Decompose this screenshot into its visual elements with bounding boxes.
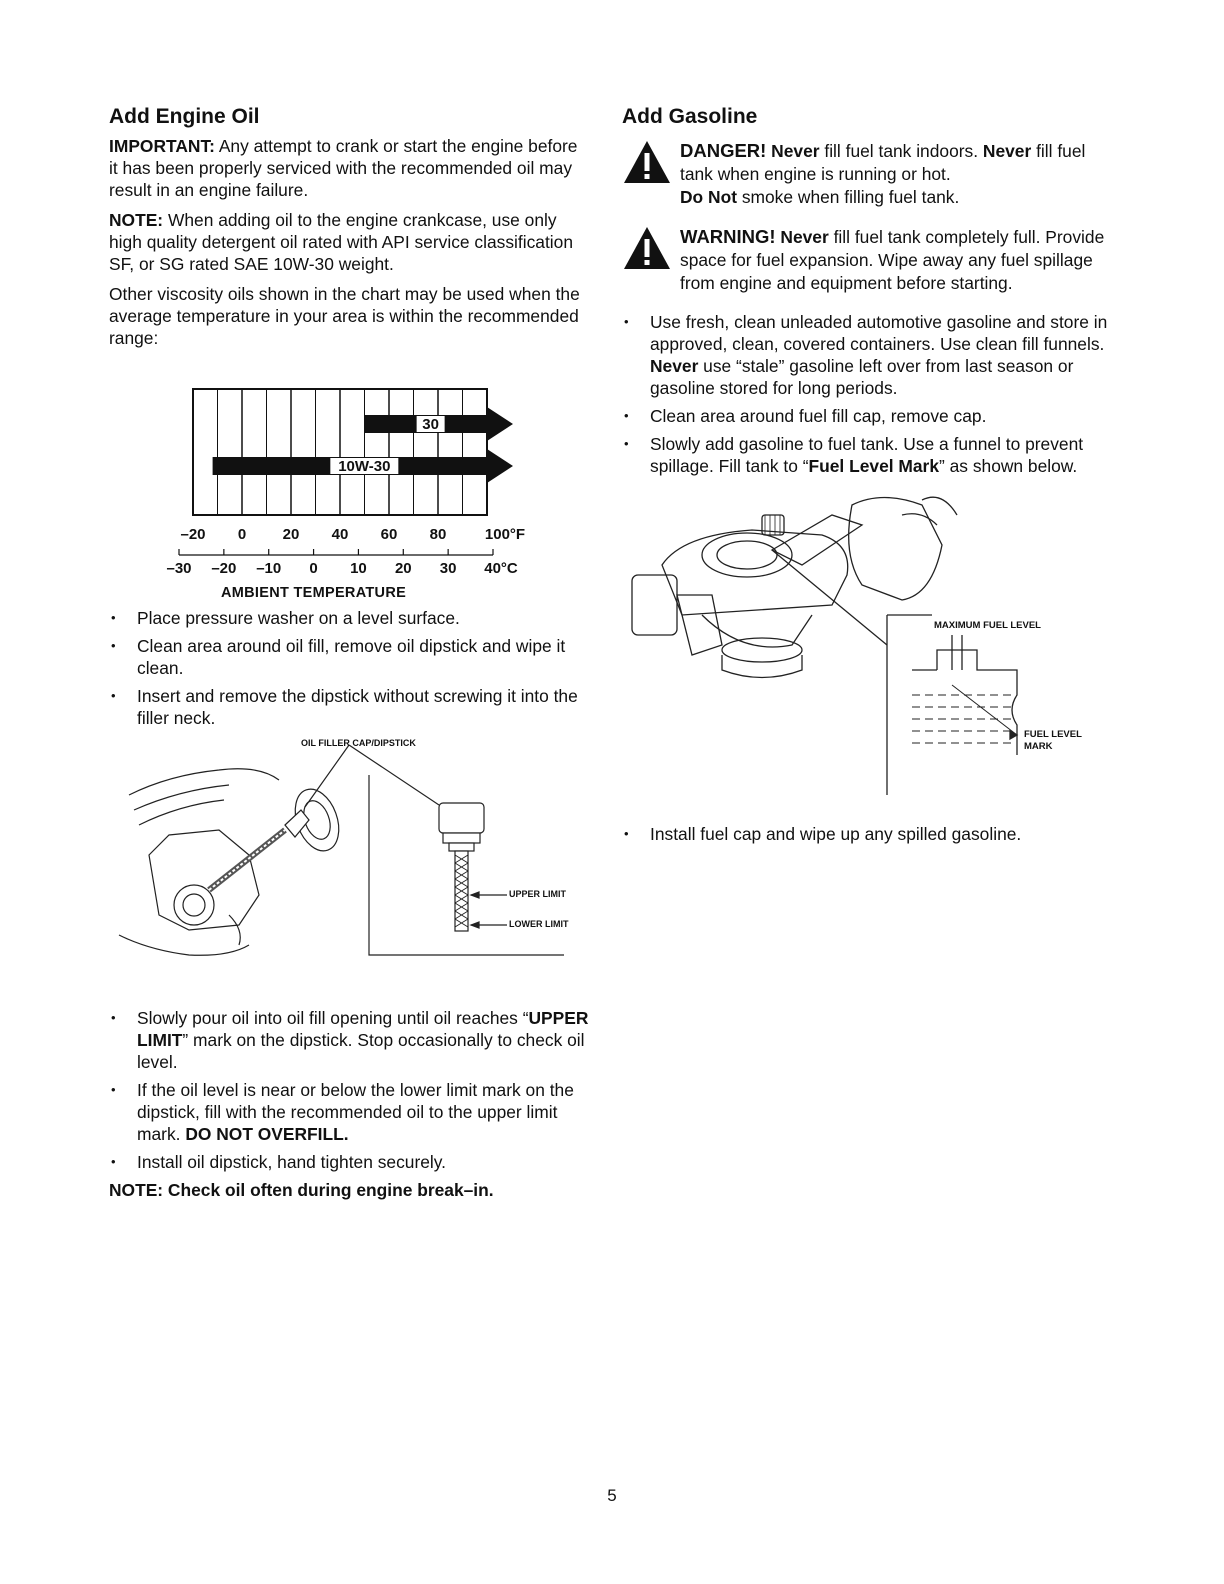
chart-x-axis-label: AMBIENT TEMPERATURE [221,585,407,602]
warning-block [622,225,1112,295]
engine-fuel-drawing [622,495,1112,815]
chart-tick-label-f: 80 [429,526,447,544]
list-item: • Clean area around fuel fill cap, remove cap. [622,405,1112,427]
chart-tick-label-f: 0 [237,526,247,544]
list-item: • Slowly add gasoline to fuel tank. Use a funnel to prevent spillage. Fill tank to “Fuel Level Mark” as shown below. [622,433,1112,477]
chart-tick-label-c: –30 [166,560,192,578]
oil-viscosity-chart [109,357,589,607]
warning-text: WARNING! Never fill fuel tank completely full. Provide space for fuel expansion. Wipe away any fuel spillage from engine and equipment before starting. [680,226,1105,294]
important-paragraph [109,135,589,201]
list-item: • Install fuel cap and wipe up any spilled gasoline. [622,823,1112,845]
list-item: • Slowly pour oil into oil fill opening until oil reaches “UPPER LIMIT” mark on the dipstick. Stop occasionally to check oil level. [109,1007,589,1073]
note-paragraph [109,209,589,275]
viscosity-paragraph: Other viscosity oils shown in the chart may be used when the average temperature in your area is within the recommended range: [109,284,580,349]
break-in-note: NOTE: Check oil often during engine break–in. [109,1180,494,1201]
chart-tick-label-f: 40 [331,526,349,544]
chart-tick-label-f: –20 [180,526,206,544]
oil-filler-cap-label: OIL FILLER CAP/DIPSTICK [301,738,416,749]
list-item: • Place pressure washer on a level surface. [109,607,589,629]
section-title-engine-oil: Add Engine Oil [109,105,260,128]
chart-bar-label: 30 [422,416,439,434]
important-text: Any attempt to crank or start the engine before it has been properly serviced with the recommended oil may result in an engine failure. [109,136,578,201]
section-title-add-gasoline: Add Gasoline [622,105,758,128]
dipstick-illustration [109,735,589,997]
oil-steps-list-2 [109,1007,589,1173]
chart-tick-label-c: 40°C [484,560,518,578]
chart-tick-label-c: 0 [309,560,318,578]
upper-limit-label: UPPER LIMIT [509,889,567,900]
chart-tick-label-f: 20 [282,526,300,544]
note-text: When adding oil to the engine crankcase, use only high quality detergent oil rated with API service classification SF, or SG rated SAE 10W-30 weight. [109,210,573,275]
chart-bar-label: 10W-30 [338,458,391,476]
list-item: • Insert and remove the dipstick without screwing it into the filler neck. [109,685,589,729]
note-label: NOTE: [109,210,164,231]
chart-tick-label-c: –10 [256,560,282,578]
important-label: IMPORTANT: [109,136,215,157]
chart-tick-label-c: 10 [350,560,367,578]
fuel-fill-illustration [622,495,1112,815]
dipstick-drawing [109,735,589,997]
gasoline-final-step [622,823,1112,845]
danger-block [622,139,1112,209]
warning-triangle-icon [622,225,672,271]
list-item: • Use fresh, clean unleaded automotive gasoline and store in approved, clean, covered containers. Use clean fill funnels. Never use “stale” gasoline left over from last season or gasoline stored for long periods. [622,311,1112,399]
danger-warning-icon [622,139,672,185]
list-item: • Install oil dipstick, hand tighten securely. [109,1151,589,1173]
chart-tick-label-f: 60 [380,526,398,544]
chart-bar-arrow-2 [487,449,513,483]
chart-bar-arrow-1 [487,407,513,441]
page-number: 5 [607,1486,617,1505]
list-item: • Clean area around oil fill, remove oil dipstick and wipe it clean. [109,635,589,679]
chart-tick-label-c: –20 [211,560,237,578]
chart-tick-label-c: 20 [394,560,412,578]
chart-tick-label-c: 30 [439,560,457,578]
left-column [109,104,589,1209]
oil-steps-list-1 [109,607,589,729]
gasoline-steps-list [622,311,1112,477]
viscosity-chart-svg [109,357,589,587]
right-column [622,104,1112,851]
lower-limit-label: LOWER LIMIT [509,919,569,930]
maximum-fuel-level-label: MAXIMUM FUEL LEVEL [934,620,1041,632]
list-item: • If the oil level is near or below the lower limit mark on the dipstick, fill with the recommended oil to the upper limit mark. DO NOT OVERFILL. [109,1079,589,1145]
chart-tick-label-f: 100°F [484,526,526,544]
fuel-level-mark-label: FUEL LEVEL MARK [1024,729,1082,753]
danger-text: DANGER! Never fill fuel tank indoors. Never fill fuel tank when engine is running or hot. Do Not smoke when filling fuel tank. [680,140,1086,208]
